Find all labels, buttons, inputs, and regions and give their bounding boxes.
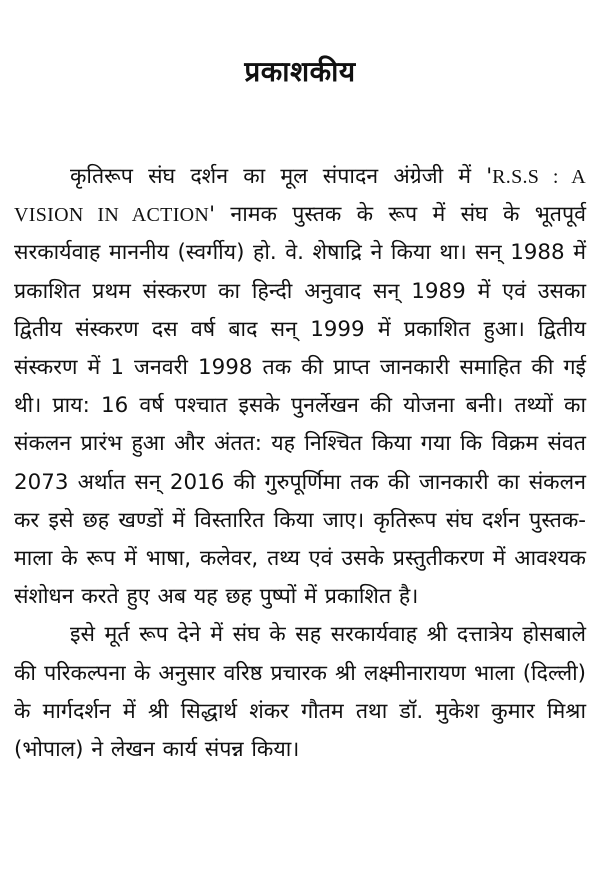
body-text [14, 158, 586, 769]
paragraph-1 [14, 158, 586, 616]
paragraph-2: इसे मूर्त रूप देने में संघ के सह सरकार्यवाह श्री दत्तात्रेय होसबाले की परिकल्पना के अनुसार वरिष्ठ प्रचारक श्री लक्ष्मीनारायण भाला (दिल्ली) के मार्गदर्शन में श्री सिद्धार्थ शंकर गौतम तथा डॉ. मुकेश कुमार मिश्रा (भोपाल) ने लेखन कार्य संपन्न किया। [14, 622, 586, 763]
paragraph-1-text-start: कृतिरूप संघ दर्शन का मूल संपादन अंग्रेजी में ' [70, 164, 493, 189]
english-book-title: R.S.S : A VISION IN ACTION [14, 166, 587, 227]
paragraph-1-text-end: ' नामक पुस्तक के रूप में संघ के भूतपूर्व सरकार्यवाह माननीय (स्वर्गीय) हो. वे. शेषाद्रि ने किया था। सन् 1988 में प्रकाशित प्रथम संस्करण का हिन्दी अनुवाद सन् 1989 में एवं उसका द्वितीय संस्करण दस वर्ष बाद सन् 1999 में प्रकाशित हुआ। द्वितीय संस्करण में 1 जनवरी 1998 तक की प्राप्त जानकारी समाहित की गई थी। प्राय: 16 वर्ष पश्चात इसके पुनर्लेखन की योजना बनी। तथ्यों का संकलन प्रारंभ हुआ और अंतत: यह निश्चित किया गया कि विक्रम संवत 2073 अर्थात सन् 2016 की गुरुपूर्णिमा तक की जानकारी का संकलन कर इसे छह खण्डों में विस्तारित किया जाए। कृतिरूप संघ दर्शन पुस्तक-माला के रूप में भाषा, कलेवर, तथ्य एवं उसके प्रस्तुतीकरण में आवश्यक संशोधन करते हुए अब यह छह पुष्पों में प्रकाशित है। [14, 202, 586, 610]
page-title: प्रकाशकीय [244, 55, 356, 88]
